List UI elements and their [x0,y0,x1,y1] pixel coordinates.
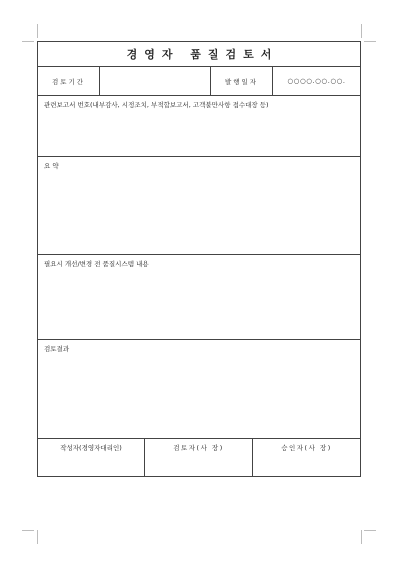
crop-mark-top-left-v [37,24,38,38]
review-result-section[interactable] [38,340,360,439]
signature-row [38,439,360,476]
review-period-field[interactable] [100,67,211,95]
reviewer-signature-cell[interactable] [145,439,253,476]
related-reports-label: 관련보고서 번호(내부감사, 시정조치, 부적합보고서, 고객불만사항 접수대장 등) [44,101,269,109]
author-signature-cell[interactable] [38,439,145,476]
quality-review-form [37,41,361,477]
crop-mark-top-right-v [361,24,362,38]
crop-mark-top-left-h [22,41,34,42]
related-reports-section[interactable] [38,96,360,157]
crop-mark-bottom-left-v [37,530,38,544]
summary-section[interactable] [38,157,360,255]
title-row [38,42,360,67]
info-row [38,67,360,96]
issue-date-label: 발행일자 [211,67,273,95]
form-title: 경영자 품질검토서 [126,48,279,61]
author-label: 작성자(경영자대리인) [60,444,122,452]
approver-signature-cell[interactable] [253,439,360,476]
summary-label: 요 약 [44,162,59,170]
improvement-section[interactable] [38,255,360,340]
crop-mark-top-right-h [364,41,376,42]
issue-date-field[interactable]: ○○○○.○○.○○. [287,77,346,85]
crop-mark-bottom-right-v [361,530,362,544]
improvement-label: 필요시 개선/변경 전 품질시스템 내용 [44,260,149,268]
reviewer-label: 검토자(사 장) [173,444,224,452]
review-period-label: 검토기간 [38,67,100,95]
crop-mark-bottom-right-h [364,530,376,531]
review-result-label: 검토결과 [44,345,70,353]
crop-mark-bottom-left-h [22,530,34,531]
approver-label: 승인자(사 장) [281,444,332,452]
